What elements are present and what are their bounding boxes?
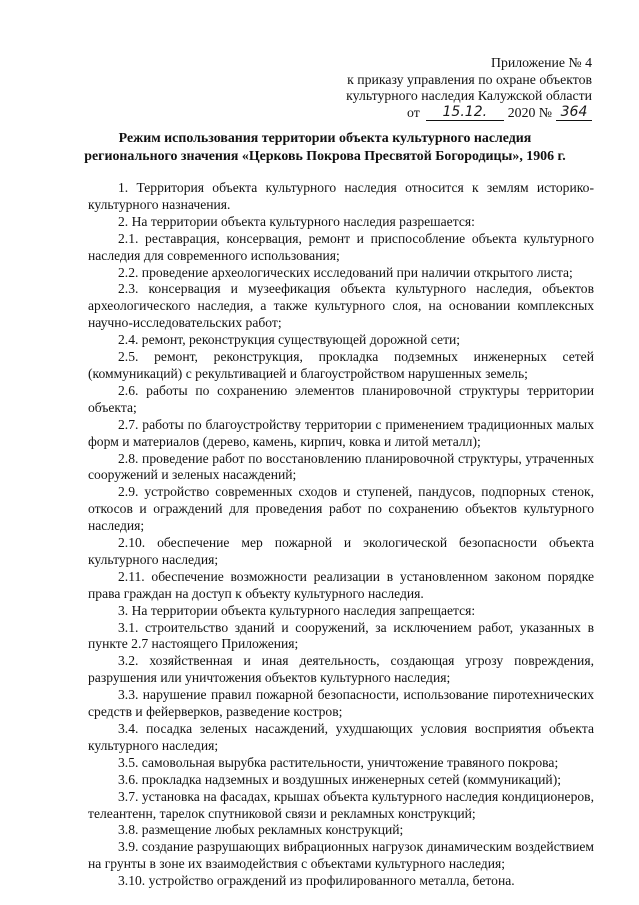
paragraph: 2.2. проведение археологических исследований при наличии открытого листа;: [118, 264, 573, 280]
paragraph: 3.6. прокладка надземных и воздушных инженерных сетей (коммуникаций);: [118, 771, 562, 787]
appendix-header: [332, 55, 592, 121]
paragraph: 3.9. создание разрушающих вибрационных нагрузок динамическим воздействием на грунты в зоне их взаимодействия с объектами культурного наследия;: [88, 839, 594, 872]
paragraph: 3.4. посадка зеленых насаждений, ухудшающих условия восприятия объекта культурного наследия;: [88, 721, 594, 753]
paragraph: 3. На территории объекта культурного наследия запрещается:: [118, 602, 476, 618]
title-line-1: Режим использования территории объекта культурного наследия: [118, 131, 532, 146]
paragraph: 2.7. работы по благоустройству территории с применением традиционных малых форм и материалов (дерево, камень, кирпич, ковка и литой металл);: [88, 416, 594, 449]
paragraph: 2.4. ремонт, реконструкция существующей дорожной сети;: [118, 332, 461, 348]
document-body: [88, 180, 594, 890]
paragraph: 3.3. нарушение правил пожарной безопасности, использование пиротехнических средств и фейерверков, разведение костров;: [88, 687, 594, 720]
paragraph: 2.10. обеспечение мер пожарной и экологической безопасности объекта культурного наследия;: [88, 535, 594, 567]
paragraph: 2.9. устройство современных сходов и ступеней, пандусов, подпорных стенок, откосов и ограждений для проведения работ по сохранению объектов культурного наследия;: [88, 484, 594, 534]
paragraph: 2.3. консервация и музеефикация объекта культурного наследия, объектов археологического наследия, а также культурного слоя, на основании комплексных научно-исследовательских работ;: [88, 281, 594, 331]
paragraph: 2.1. реставрация, консервация, ремонт и приспособление объекта культурного наследия для современного использования;: [88, 230, 594, 263]
paragraph: 2.5. ремонт, реконструкция, прокладка подземных инженерных сетей (коммуникаций) с рекультивацией и благоустройством нарушенных земель;: [88, 349, 594, 381]
handwritten-date: 15.12.: [426, 105, 504, 121]
handwritten-order-number: 364: [556, 105, 592, 121]
paragraph: 3.8. размещение любых рекламных конструкций;: [118, 822, 404, 838]
paragraph: 2.11. обеспечение возможности реализации в установленном законом порядке права граждан на доступ к объекту культурного наследия.: [88, 568, 594, 601]
date-prefix: от: [407, 104, 420, 120]
paragraph: 1. Территория объекта культурного наследия относится к землям историко-культурного назначения.: [88, 180, 594, 212]
year-and-number-label: 2020 №: [507, 104, 552, 120]
paragraph: 3.7. установка на фасадах, крышах объекта культурного наследия кондиционеров, телеантенн, тарелок спутниковой связи и рекламных конструкций;: [88, 788, 594, 821]
paragraph: 2.6. работы по сохранению элементов планировочной структуры территории объекта;: [88, 382, 594, 415]
paragraph: 2.8. проведение работ по восстановлению планировочной структуры, утраченных сооружений и зеленых насаждений;: [88, 450, 594, 483]
order-date-row: [332, 105, 592, 122]
paragraph: 2. На территории объекта культурного наследия разрешается:: [118, 213, 475, 229]
title-line-2: регионального значения «Церковь Покрова Пресвятой Богородицы», 1906 г.: [84, 149, 566, 164]
document-title: [60, 130, 590, 166]
paragraph: 3.2. хозяйственная и иная деятельность, создающая угрозу повреждения, разрушения или уничтожения объектов культурного наследия;: [88, 653, 594, 686]
appendix-number: Приложение № 4: [490, 55, 592, 70]
paragraph: 3.5. самовольная вырубка растительности, уничтожение травяного покрова;: [118, 754, 559, 770]
order-authority-line: культурного наследия Калужской области: [346, 88, 592, 103]
order-reference-line: к приказу управления по охране объектов: [347, 71, 592, 87]
paragraph: 3.1. строительство зданий и сооружений, за исключением работ, указанных в пункте 2.7 настоящего Приложения;: [88, 619, 594, 652]
paragraph: 3.10. устройство ограждений из профилированного металла, бетона.: [118, 873, 515, 889]
